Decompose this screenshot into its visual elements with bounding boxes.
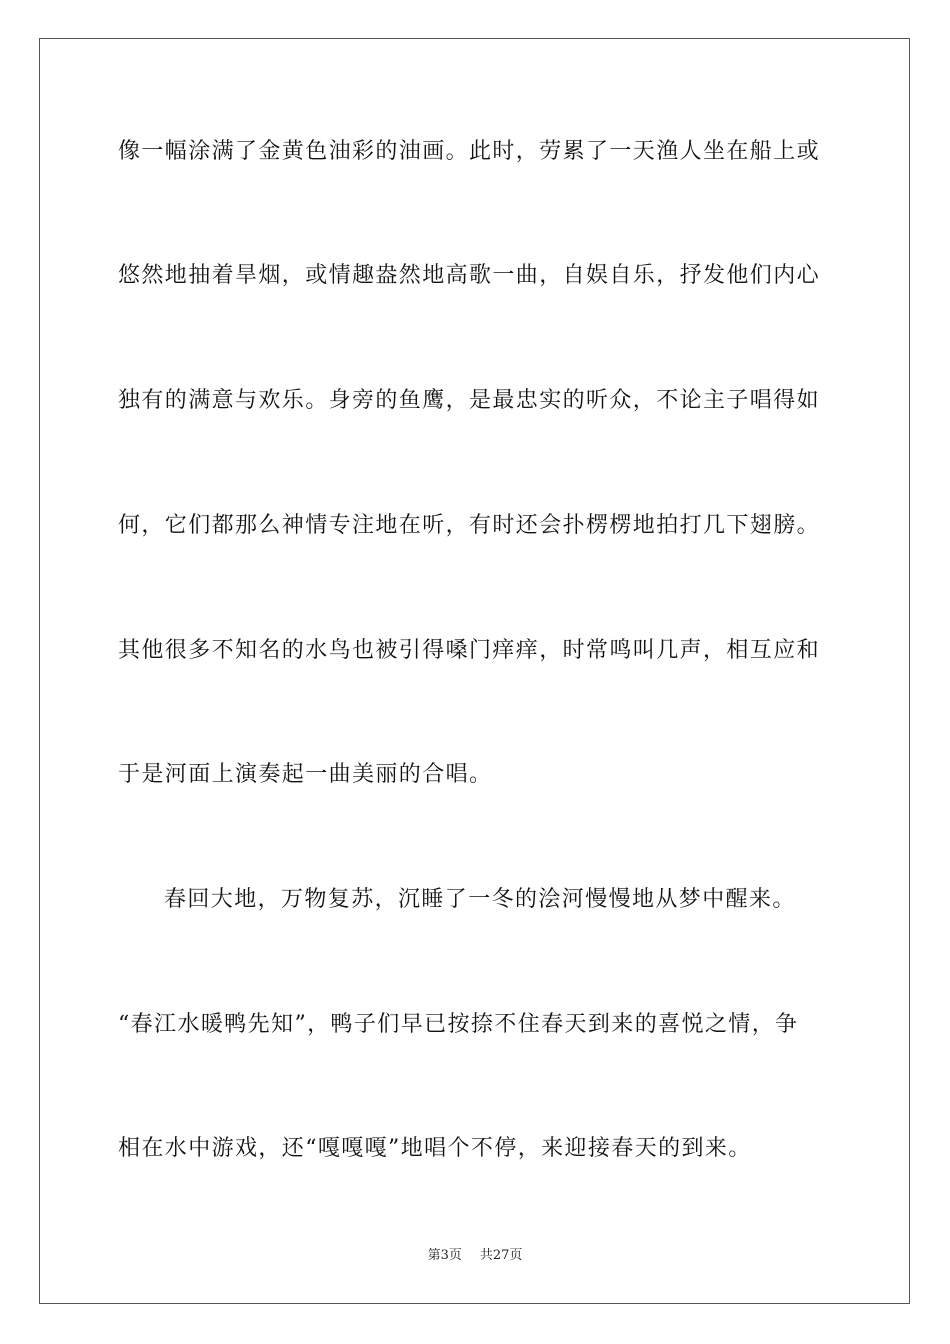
body-text-line: “春江水暖鸭先知”，鸭子们早已按捺不住春天到来的喜悦之情，争 <box>118 1012 799 1037</box>
body-text-line: 像一幅涂满了金黄色油彩的油画。此时，劳累了一天渔人坐在船上或 <box>118 139 821 164</box>
body-text-line: 独有的满意与欢乐。身旁的鱼鹰，是最忠实的听众，不论主子唱得如 <box>118 388 821 413</box>
body-text-line: 相在水中游戏，还“嘎嘎嘎”地唱个不停，来迎接春天的到来。 <box>118 1136 752 1161</box>
body-text-line: 悠然地抽着旱烟，或情趣盎然地高歌一曲，自娱自乐，抒发他们内心 <box>118 263 821 288</box>
body-text-line: 其他很多不知名的水鸟也被引得嗓门痒痒，时常鸣叫几声，相互应和 <box>118 638 821 663</box>
body-text-line: 何，它们都那么神情专注地在听，有时还会扑楞楞地拍打几下翅膀。 <box>118 513 821 538</box>
page-footer <box>0 1247 950 1265</box>
paragraph-start-line: 春回大地，万物复苏，沉睡了一冬的浍河慢慢地从梦中醒来。 <box>164 887 796 912</box>
page-total: 共27页 <box>479 1248 523 1263</box>
page-number: 第3页 <box>427 1248 462 1263</box>
body-text-line: 于是河面上演奏起一曲美丽的合唱。 <box>118 762 493 787</box>
page-border <box>39 38 910 1304</box>
